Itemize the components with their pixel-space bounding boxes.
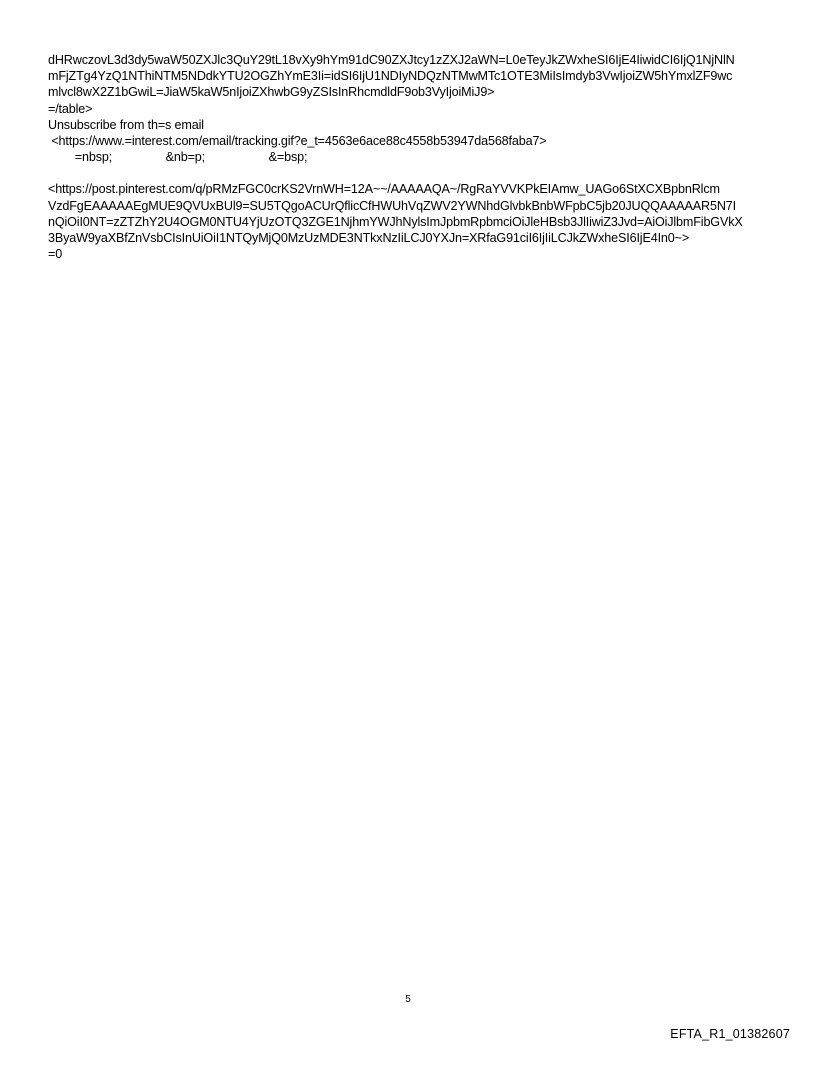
text-line: mlvcl8wX2Z1bGwiL=JiaW5kaW5nIjoiZXhwbG9yZSIsInRhcmdldF9ob3VyIjoiMiJ9> bbox=[48, 85, 495, 100]
tracking-url-text: <https://www.=interest.com/email/tracking.gif?e_t=4563e6ace88c4558b53947da568faba7> bbox=[48, 134, 547, 149]
paragraph-gap bbox=[48, 165, 778, 181]
text-line: mFjZTg4YzQ1NThiNTM5NDdkYTU2OGZhYmE3Ii=idSI6IjU1NDIyNDQzNTMwMTc1OTE3MiIsImdyb3VwIjoiZW5hYmxlZF9wc bbox=[48, 69, 733, 84]
document-body bbox=[48, 52, 778, 262]
text-line: dHRwczovL3d3dy5waW50ZXJlc3QuY29tL18vXy9hYm91dC90ZXJtcy1zZXJ2aWN=L0eTeyJkZWxheSI6IjE4IiwidCI6IjQ1NjNlN bbox=[48, 53, 735, 67]
text-block-2 bbox=[48, 181, 778, 262]
text-line: =0 bbox=[48, 247, 63, 262]
text-block-1 bbox=[48, 52, 778, 165]
page-number: 5 bbox=[405, 994, 411, 1005]
text-line: 3ByaW9yaXBfZnVsbCIsInUiOiI1NTQyMjQ0MzUzMDE3NTkxNzIiLCJ0YXJn=XRfaG91ciI6IjIiLCJkZWxheSI6IjE4In0~> bbox=[48, 231, 690, 246]
text-line: =/table> bbox=[48, 101, 93, 116]
text-line: VzdFgEAAAAAEgMUE9QVUxBUl9=SU5TQgoACUrQflicCfHWUhVqZWV2YWNhdGlvbkBnbWFpbC5jb20JUQQAAAAAR5N7I bbox=[48, 198, 736, 213]
text-line: nQiOiI0NT=zZTZhY2U4OGM0NTU4YjUzOTQ3ZGE1NjhmYWJhNylsImJpbmRpbmciOiJleHBsb3JlIiwiZ3Jvd=AiOiJlbmFibGVkX bbox=[48, 214, 743, 229]
nbsp-artifacts-text: =nbsp; &nb=p; &=bsp; bbox=[48, 150, 308, 165]
text-line: <https://post.pinterest.com/q/pRMzFGC0crKS2VrnWH=12A~~/AAAAAQA~/RgRaYVVKPkEIAmw_UAGo6StXCXBpbnRlcm bbox=[48, 182, 720, 197]
unsubscribe-text: Unsubscribe from th=s email bbox=[48, 117, 204, 132]
bates-stamp: EFTA_R1_01382607 bbox=[670, 1027, 790, 1041]
